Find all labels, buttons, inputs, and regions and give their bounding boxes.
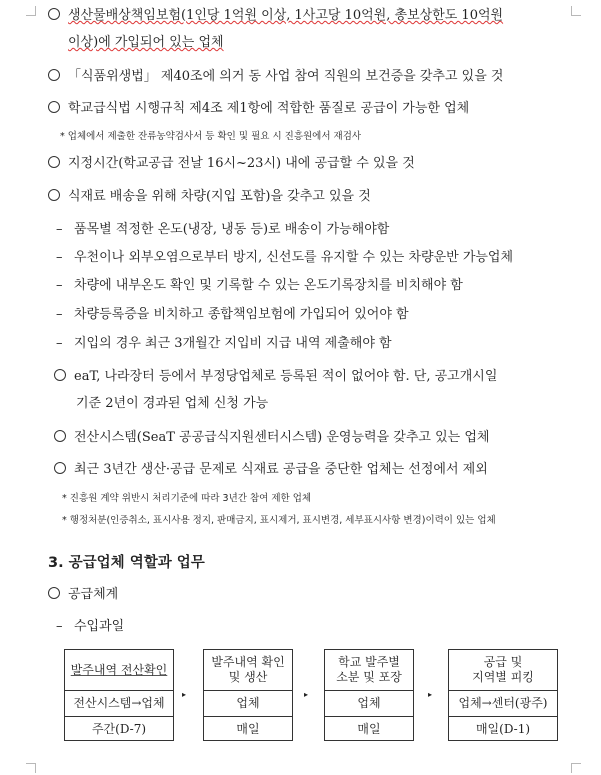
- list-item: [48, 68, 504, 86]
- flow-step-title: [325, 650, 413, 690]
- item-text: 최근 3년간 생산·공급 문제로 식재료 공급을 중단한 업체는 선정에서 제외: [74, 462, 488, 477]
- flow-title-line: 공급 및: [483, 655, 523, 669]
- item-text: 전산시스템(SeaT 공공급식지원센터시스템) 운영능력을 갖추고 있는 업체: [74, 430, 490, 445]
- flow-title-line: 지역별 피킹: [472, 670, 534, 684]
- circle-bullet-icon: [54, 430, 66, 442]
- flow-title-line: 학교 발주별: [338, 655, 400, 669]
- dash-bullet-icon: –: [56, 619, 63, 634]
- flow-step-title: [65, 650, 173, 690]
- item-text: 「식품위생법」 제40조에 의거 동 사업 참여 직원의 보건증을 갖추고 있을 것: [68, 69, 504, 84]
- item-text: eaT, 나라장터 등에서 부정당업체로 등록된 적이 없어야 함. 단, 공고개시일: [74, 369, 498, 384]
- list-item: [54, 461, 488, 479]
- footnote: [60, 128, 361, 146]
- list-item: [48, 188, 371, 206]
- dash-item: [56, 306, 409, 324]
- flow-title-line: 소분 및 포장: [336, 670, 402, 684]
- section-heading: 3. 공급업체 역할과 업무: [48, 555, 205, 571]
- circle-bullet-icon: [48, 69, 60, 81]
- item-text: 생산물배상책임보험(1인당 1억원 이상, 1사고당 10억원, 총보상한도 10억원: [68, 8, 504, 23]
- flow-step-actor: 업체: [325, 690, 413, 716]
- dash-item: [56, 249, 513, 267]
- flow-arrow-icon: ▸: [182, 690, 187, 699]
- flow-step-2: [203, 649, 293, 741]
- list-item: [48, 100, 469, 118]
- list-item: [54, 429, 489, 447]
- item-text: 품목별 적정한 온도(냉장, 냉동 등)로 배송이 가능해야함: [74, 222, 390, 237]
- item-text: 기준 2년이 경과된 업체 신청 가능: [76, 396, 269, 411]
- list-item: [48, 155, 415, 173]
- flow-title-line: 및 생산: [228, 670, 268, 684]
- circle-bullet-icon: [48, 156, 60, 168]
- flow-step-actor: 전산시스템→업체: [65, 690, 173, 716]
- circle-bullet-icon: [48, 189, 60, 201]
- item-text: 지정시간(학교공급 전날 16시~23시) 내에 공급할 수 있을 것: [68, 156, 415, 171]
- item-text: 공급체계: [68, 587, 119, 602]
- flow-step-timing: 매일: [325, 716, 413, 741]
- flow-step-timing: 매일(D-1): [449, 716, 557, 741]
- circle-bullet-icon: [54, 369, 66, 381]
- flow-step-title: [449, 650, 557, 690]
- flow-arrow-icon: ▸: [428, 690, 433, 699]
- dash-bullet-icon: –: [56, 336, 63, 351]
- circle-bullet-icon: [48, 101, 60, 113]
- section-subitem: [48, 586, 118, 604]
- item-text: 차량등록증을 비치하고 종합책임보험에 가입되어 있어야 함: [74, 307, 409, 322]
- dash-item: [56, 277, 463, 295]
- dash-item: [56, 335, 392, 353]
- list-item: [54, 368, 497, 386]
- dash-item: [56, 618, 124, 636]
- flow-step-4: [448, 649, 558, 741]
- list-item-continuation: [68, 34, 224, 52]
- flow-step-1: [64, 649, 174, 741]
- footnote: [62, 512, 496, 530]
- flow-title-line: 발주내역 전산확인: [70, 662, 168, 677]
- flow-arrow-icon: ▸: [304, 690, 309, 699]
- item-text: 학교급식법 시행규칙 제4조 제1항에 적합한 품질로 공급이 가능한 업체: [68, 101, 470, 116]
- flow-step-actor: 업체: [204, 690, 292, 716]
- dash-item: [56, 221, 389, 239]
- list-item: [48, 7, 503, 25]
- dash-bullet-icon: –: [56, 250, 63, 265]
- dash-bullet-icon: –: [56, 307, 63, 322]
- flow-step-actor: 업체→센터(광주): [449, 690, 557, 716]
- flow-step-timing: 주간(D-7): [65, 716, 173, 741]
- item-text: 식재료 배송을 위해 차량(지입 포함)을 갖추고 있을 것: [68, 189, 371, 204]
- item-text: 이상)에 가입되어 있는 업체: [68, 35, 224, 50]
- circle-bullet-icon: [54, 462, 66, 474]
- item-text: 차량에 내부온도 확인 및 기록할 수 있는 온도기록장치를 비치해야 함: [74, 278, 463, 293]
- footnote: [62, 490, 311, 508]
- flow-step-timing: 매일: [204, 716, 292, 741]
- flow-title-line: 발주내역 확인: [211, 655, 285, 669]
- note-text: * 진흥원 계약 위반시 처리기준에 따라 3년간 참여 제한 업체: [62, 493, 312, 504]
- circle-bullet-icon: [48, 8, 60, 20]
- dash-bullet-icon: –: [56, 278, 63, 293]
- item-text: 우천이나 외부오염으로부터 방지, 신선도를 유지할 수 있는 차량운반 가능업체: [74, 250, 514, 265]
- item-text: 수입과일: [74, 619, 125, 634]
- list-item-continuation: [76, 395, 268, 413]
- flow-step-3: [324, 649, 414, 741]
- dash-bullet-icon: –: [56, 222, 63, 237]
- flow-step-title: [204, 650, 292, 690]
- note-text: * 업체에서 제출한 잔류농약검사서 등 확인 및 필요 시 진흥원에서 재검사: [60, 131, 362, 142]
- item-text: 지입의 경우 최근 3개월간 지입비 지급 내역 제출해야 함: [74, 336, 392, 351]
- note-text: * 행정처분(인증취소, 표시사용 정지, 판매금지, 표시제거, 표시변경, 세부표시사항 변경)이력이 있는 업체: [62, 515, 496, 526]
- circle-bullet-icon: [48, 587, 60, 599]
